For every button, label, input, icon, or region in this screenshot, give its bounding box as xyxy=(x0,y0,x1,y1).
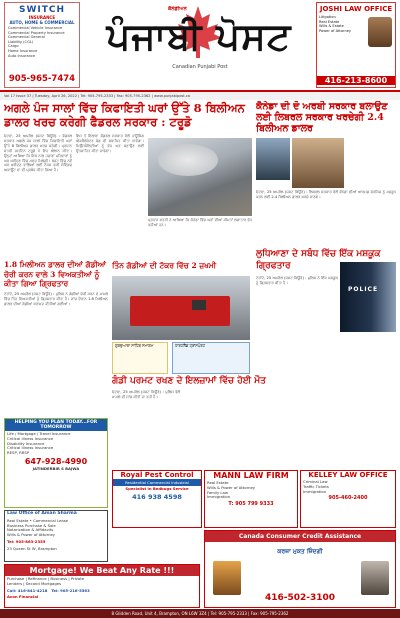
joshi-item: Litigation xyxy=(319,15,336,19)
consumer-phone[interactable]: 416-502-3100 xyxy=(264,593,336,603)
law-item: Wills & Power of Attorney xyxy=(7,532,56,538)
dateline: Vol 17 Issue 37 | Tuesday, April 26, 2022 | Tel: 905-795-2333 | Fax: 905-795-2362 | www.punjabipost.ca xyxy=(0,92,400,100)
kelley-item: Traffic Tickets xyxy=(303,483,329,489)
fire-photo xyxy=(148,138,252,216)
royal-specialist: Specialist in Bedbugs Service xyxy=(125,486,189,491)
right-text: ਓਟਵਾ, 25 ਅਪਰੈਲ (ਪੋਸਟ ਬਿਊਰੋ) : ਲਿਬਰਲ ਸਰਕਾਰ ਵੱਲੋਂ ਕੈਨੇਡਾ ਦੀਆਂ ਆਰਮਡ ਫੋਰਸਿਜ਼ ਨੂੰ ਮਜ਼ਬੂਤ ਕਰਨ ਲਈ 2.4 ਬਿਲੀਅਨ ਡਾਲਰ ਖਰਚੇ ਜਾਣਗੇ। xyxy=(256,190,396,199)
mann-item: Wills & Power of Attorney xyxy=(207,484,256,490)
footer-address: 8 Glidden Road, Unit 4, Brampton, ON L6W 3Z4 | Tel: 905-795-2333 | Fax: 905-795-2362 xyxy=(0,609,400,618)
switch-logo: SWITCH xyxy=(18,5,66,15)
joshi-law-ad[interactable] xyxy=(316,2,396,88)
mann-item: Immigration xyxy=(207,494,231,500)
mann-item: Real Estate xyxy=(207,480,229,485)
small-ad-b[interactable] xyxy=(172,342,250,374)
royal-title: Royal Pest Control xyxy=(120,471,194,479)
law-title: Law Office of Aman Sharma xyxy=(7,511,77,516)
royal-pest-control-ad[interactable] xyxy=(112,470,202,528)
lawyer-photo xyxy=(368,17,392,47)
mortgage-item: Lenders | Second Mortgages xyxy=(7,580,62,586)
main-col-3: ਪ੍ਰਧਾਨ ਮੰਤਰੀ ਨੇ ਆਖਿਆ ਕਿ ਕੈਨੇਡਾ ਵਿੱਚ ਘਰਾਂ ਦੀਆਂ ਕੀਮਤਾਂ ਲਗਾਤਾਰ ਵੱਧ ਰਹੀਆਂ ਹਨ। xyxy=(148,218,252,227)
mann-list xyxy=(205,480,297,501)
truck-headline[interactable]: ਤਿੰਨ ਗੱਡੀਆਂ ਦੀ ਟੱਕਰ ਵਿੱਚ 2 ਜ਼ਖਮੀ xyxy=(112,261,217,270)
helping-title: HELPING YOU PLAN TODAY...FOR TOMORROW xyxy=(5,419,107,431)
kelley-list xyxy=(301,479,395,495)
mann-title: MANN LAW FIRM xyxy=(213,471,289,480)
royal-phone[interactable]: 416 938 4598 xyxy=(132,492,182,501)
consumer-photo-1 xyxy=(213,561,241,595)
police-photo xyxy=(340,262,396,332)
fire-truck-photo xyxy=(112,276,250,340)
switch-item: Liability (CGL) xyxy=(8,39,34,44)
middle-headline[interactable]: ਲੁਧਿਆਣਾ ਦੇ ਸਬੰਧ ਵਿੱਚ ਇੱਕ ਮਸ਼ਕੂਕ ਗ੍ਰਿਫਤਾਰ xyxy=(256,249,381,271)
main-col-1: ਓਟਵਾ, 25 ਅਪਰੈਲ (ਪੋਸਟ ਬਿਊਰੋ) : ਫੈਡਰਲ ਸਰਕਾਰ ਅਗਲੇ ਪੰਜ ਸਾਲਾਂ ਵਿੱਚ ਕਿਫਾਇਤੀ ਘਰਾਂ ਉੱਤੇ 8 ਬਿਲੀਅਨ ਡਾਲਰ ਖਰਚ ਕਰੇਗੀ। ਪ੍ਰਧਾਨ ਮੰਤਰੀ ਜਸਟਿਨ ਟਰੂਡੋ ਨੇ ਇਹ ਐਲਾਨ ਕੀਤਾ। ਉਨ੍ਹਾਂ ਆਖਿਆ ਕਿ ਇਸ ਨਾਲ ਹਜ਼ਾਰਾਂ ਪਰਿਵਾਰਾਂ ਨੂੰ ਘਰ ਖਰੀਦਣ ਵਿੱਚ ਮਦਦ ਮਿਲੇਗੀ। ਬਜਟ ਵਿੱਚ ਨਵੇਂ ਘਰ ਖਰੀਦਣ ਵਾਲਿਆਂ ਲਈ ਟੈਕਸ ਫਰੀ ਸੇਵਿੰਗਜ਼ ਅਕਾਊਂਟ ਦਾ ਵੀ ਪ੍ਰਬੰਧ ਕੀਤਾ ਗਿਆ ਹੈ। xyxy=(4,134,72,173)
switch-item: Commercial Vehicle Insurance xyxy=(8,26,63,30)
gas-headline[interactable]: ਗੰਡੀ ਪਰਮਟ ਰਖਣ ਦੇ ਇਲਜ਼ਾਮਾਂ ਵਿੱਚ ਹੋਈ ਮੌਤ xyxy=(112,376,266,386)
helping-list xyxy=(5,431,107,457)
mann-item: Family Law xyxy=(207,489,228,495)
newspaper-title: ਪੰਜਾਬੀ ਪੋਸਟ xyxy=(106,14,292,58)
helping-item: Disability Insurance xyxy=(7,440,45,446)
mortgage-phone-1[interactable]: Call: 416-841-4218 xyxy=(7,587,48,593)
mann-law-firm-ad[interactable] xyxy=(204,470,298,528)
smoke-shape xyxy=(158,144,218,176)
canadian-label: ਕੈਨੇਡੀਅਨ xyxy=(168,6,187,12)
kelley-law-office-ad[interactable] xyxy=(300,470,396,528)
helping-name: JATINDERBIR S BAJWA xyxy=(32,465,80,471)
switch-item: Cargo xyxy=(8,44,19,49)
switch-item: Commercial Property Insurance xyxy=(8,30,65,35)
small-ad-b-text: ਹਾਰਟਲੈਂਡ ਟ੍ਰਾਂਸਪੋਰਟ xyxy=(175,343,206,348)
joshi-item: Real Estate xyxy=(319,19,340,24)
law-item: Notarization & Affidavits xyxy=(7,527,54,533)
mortgage-brand: Avon Financial xyxy=(7,594,39,600)
law-phone[interactable]: Tel: 905-863-2355 xyxy=(7,538,46,544)
masthead xyxy=(0,0,400,92)
switch-tagline: AUTO, HOME & COMMERCIAL xyxy=(9,20,75,25)
helping-phone[interactable]: 647-928-4990 xyxy=(24,456,88,466)
consumer-photo-2 xyxy=(361,561,389,595)
fire-truck-shape xyxy=(130,296,230,326)
newspaper-tagline: Canadian Punjabi Post xyxy=(172,64,228,70)
helping-item: Life / Mortgage / Travel Insurance xyxy=(7,431,71,436)
consumer-credit-ad[interactable] xyxy=(204,530,396,608)
small-ad-a[interactable] xyxy=(112,342,168,374)
kelley-item: Immigration xyxy=(303,488,327,494)
left2-text: ਟੋਰਾਂਟੋ, 25 ਅਪਰੈਲ (ਪੋਸਟ ਬਿਊਰੋ) : ਪੁਲਿਸ ਨੇ ਗੱਡੀਆਂ ਚੋਰੀ ਕਰਨ ਦੇ ਮਾਮਲੇ ਵਿੱਚ ਤਿੰਨ ਵਿਅਕਤੀਆਂ ਨੂੰ ਗ੍ਰਿਫਤਾਰ ਕੀਤਾ ਹੈ। ਜਾਂਚ ਦੌਰਾਨ 1.8 ਮਿਲੀਅਨ ਡਾਲਰ ਦੀਆਂ ਗੱਡੀਆਂ ਬਰਾਮਦ ਕੀਤੀਆਂ ਗਈਆਂ। xyxy=(4,292,108,306)
switch-item: Commercial General xyxy=(8,35,45,40)
police-label: POLICE xyxy=(348,286,379,293)
kelley-title: KELLEY LAW OFFICE xyxy=(308,471,388,479)
switch-insurance-ad[interactable] xyxy=(4,2,80,88)
minister-photo xyxy=(256,138,290,180)
gas-text: ਓਟਵਾ, 25 ਅਪਰੈਲ (ਪੋਸਟ ਬਿਊਰੋ) : ਪੁਲਿਸ ਵੱਲੋਂ ਮਾਮਲੇ ਦੀ ਜਾਂਚ ਕੀਤੀ ਜਾ ਰਹੀ ਹੈ। xyxy=(112,390,180,399)
joshi-phone[interactable]: 416-213-8600 xyxy=(317,76,395,85)
mortgage-phone-2[interactable]: Tel: 905-216-5563 xyxy=(51,587,90,593)
kelley-item: Criminal Law xyxy=(303,479,328,484)
mortgage-item: Purchase | Refinance | Business | Private xyxy=(7,576,85,581)
mortgage-title: Mortgage! We Beat Any Rate !!! xyxy=(5,565,199,576)
mortgage-phones[interactable] xyxy=(5,588,199,595)
trudeau-photo xyxy=(292,138,344,188)
fire-truck-window xyxy=(192,300,206,310)
helping-item: Critical Illness Insurance xyxy=(7,445,54,451)
law-address: 23 Queen St W, Brampton xyxy=(7,545,57,551)
mortgage-ad[interactable] xyxy=(4,564,200,608)
helping-insurance-ad[interactable] xyxy=(4,418,108,508)
royal-band: Residential Commercial Industrial xyxy=(113,479,201,486)
main-col-2: ਇਸ ਤੋਂ ਇਲਾਵਾ ਫੈਡਰਲ ਸਰਕਾਰ ਵੱਲੋਂ ਹਾਊਸਿੰਗ ਐਕਸੈਲੇਰੇਟਰ ਫੰਡ ਵੀ ਸਥਾਪਿਤ ਕੀਤਾ ਜਾਵੇਗਾ। ਮਿਉਂਸਪੈਲਿਟੀਆਂ ਨੂੰ ਵੱਧ ਘਰ ਬਣਾਉਣ ਲਈ ਉਤਸ਼ਾਹਿਤ ਕੀਤਾ ਜਾਵੇਗਾ। xyxy=(76,134,144,153)
kelley-phone[interactable]: 905-460-2400 xyxy=(328,495,368,502)
joshi-item: Power of Attorney xyxy=(319,28,352,33)
main-headline[interactable]: ਅਗਲੇ ਪੰਜ ਸਾਲਾਂ ਵਿੱਚ ਕਿਫਾਇਤੀ ਘਰਾਂ ਉੱਤੇ 8 ਬਿਲੀਅਨ ਡਾਲਰ ਖਰਚ ਕਰੇਗੀ ਫੈਡਰਲ ਸਰਕਾਰ : ਟਰੂਡੋ xyxy=(4,101,245,129)
consumer-line: ਕਰਜ਼ਾ ਮੁਕਤ ਜ਼ਿੰਦਗੀ xyxy=(277,548,323,555)
switch-phone[interactable]: 905-965-7474 xyxy=(8,74,76,84)
small-ad-a-text: ਗੁਰਦੁਆਰਾ ਸਾਹਿਬ ਸਮਾਗਮ xyxy=(115,343,154,348)
switch-item: Auto Insurance xyxy=(8,53,36,58)
helping-item: Critical Illness Insurance xyxy=(7,435,54,441)
helping-item: RESP, RRSP xyxy=(7,450,30,456)
joshi-title: JOSHI LAW OFFICE xyxy=(319,5,393,13)
mann-phone[interactable]: T: 905 799 9333 xyxy=(228,501,274,508)
left2-headline[interactable]: 1.8 ਮਿਲੀਅਨ ਡਾਲਰ ਦੀਆਂ ਗੱਡੀਆਂ ਚੋਰੀ ਕਰਨ ਵਾਲੇ 3 ਵਿਅਕਤੀਆਂ ਨੂੰ ਕੀਤਾ ਗਿਆ ਗ੍ਰਿਫਤਾਰ xyxy=(4,260,106,288)
right-headline[interactable]: ਕੈਨੇਡਾ ਦੀ ਦੋ ਅਰਬੀ ਸਰਕਾਰ ਬਲਾਉਣ ਲਈ ਲਿਬਰਲ ਸਰਕਾਰ ਖਰਚੇਗੀ 2.4 ਬਿਲੀਅਨ ਡਾਲਰ xyxy=(256,101,388,134)
law-list xyxy=(5,518,107,539)
mortgage-list xyxy=(5,576,199,588)
switch-list xyxy=(5,25,79,59)
joshi-item: Wills & Estate xyxy=(319,24,344,29)
middle-text: ਟੋਰਾਂਟੋ, 25 ਅਪਰੈਲ (ਪੋਸਟ ਬਿਊਰੋ) : ਪੁਲਿਸ ਨੇ ਇੱਕ ਮਸ਼ਕੂਕ ਨੂੰ ਗ੍ਰਿਫਤਾਰ ਕੀਤਾ ਹੈ। xyxy=(256,276,338,285)
switch-sub: INSURANCE xyxy=(28,15,56,20)
aman-sharma-law-ad[interactable] xyxy=(4,510,108,562)
law-item: Real Estate • Commercial Lease xyxy=(7,517,69,523)
law-item: Business Purchase & Sale xyxy=(7,522,56,528)
consumer-title: Canada Consumer Credit Assistance xyxy=(205,531,395,542)
switch-item: Home Insurance xyxy=(8,48,38,53)
